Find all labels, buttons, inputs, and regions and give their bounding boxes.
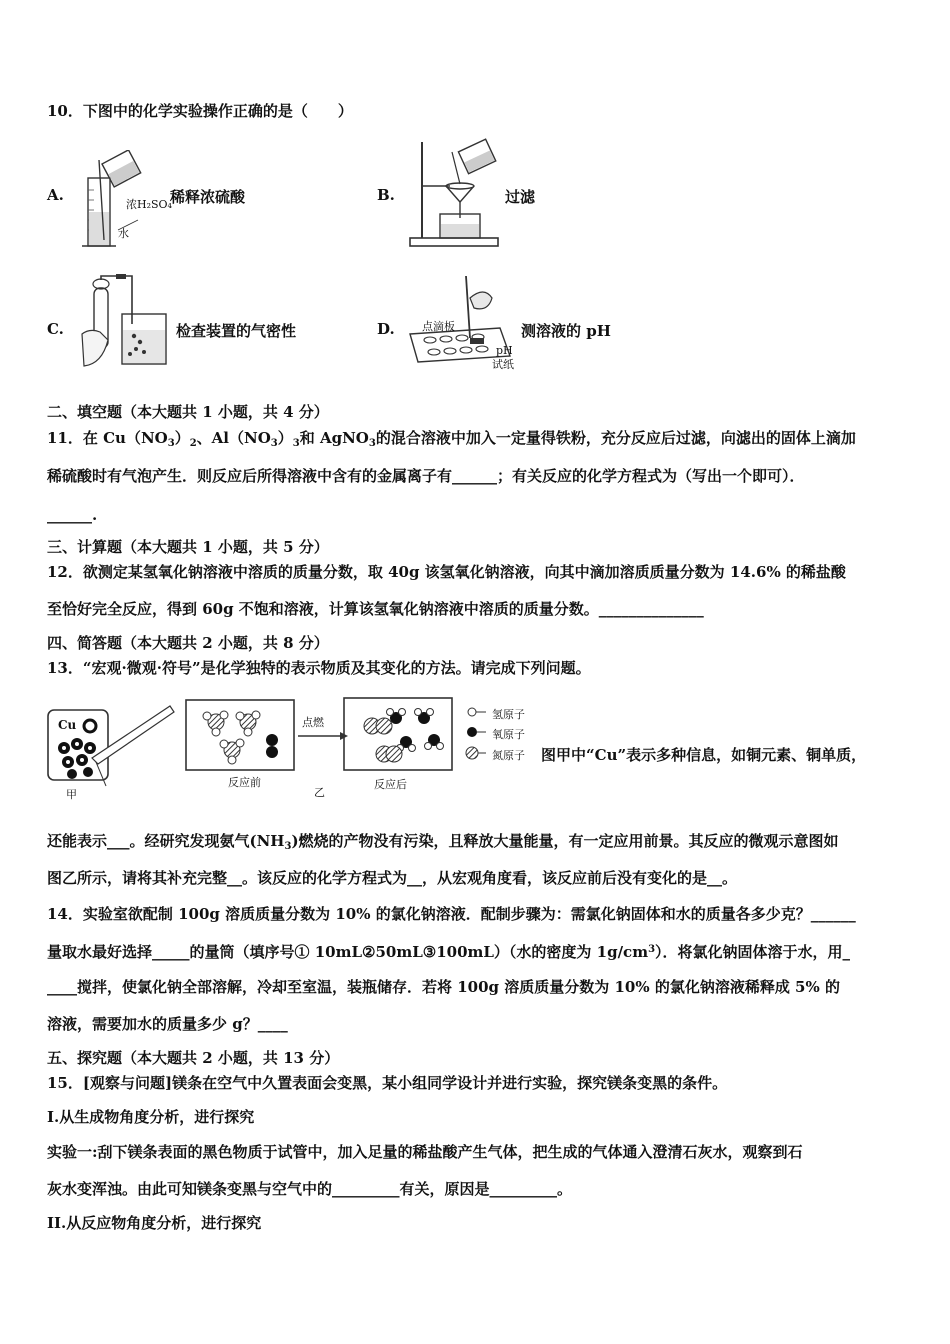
legend-oxygen: 氧原子 (492, 728, 525, 741)
label-spot-plate: 点滴板 (422, 320, 455, 333)
label-conc-h2so4: 浓H₂SO₄ (126, 198, 172, 211)
q10-option-b-text: 过滤 (505, 188, 536, 206)
label-water: 水 (118, 227, 129, 240)
q11-line-2: 稀硫酸时有气泡产生．则反应后所得溶液中含有的金属离子有______；有关反应的化学方程式为（写出一个即可）． (47, 467, 805, 485)
figure-filtration (408, 138, 503, 250)
q10-option-b-letter: B. (377, 186, 395, 204)
q10-option-a-text: 稀释浓硫酸 (170, 188, 246, 206)
q10-option-d-letter: D. (377, 320, 395, 338)
q15-line-4: 灰水变浑浊。由此可知镁条变黑与空气中的_________有关，原因是_________。 (47, 1180, 573, 1198)
label-jia: 甲 (66, 788, 77, 801)
q14-line-3: ____搅拌，使氯化钠全部溶解，冷却至室温，装瓶储存．若将 100g 溶质质量分数为 10% 的氯化钠溶液稀释成 5% 的 (47, 978, 840, 996)
section-2-header: 二、填空题（本大题共 1 小题，共 4 分） (47, 403, 329, 421)
label-ph: pH (496, 344, 513, 357)
q10-option-a-letter: A. (47, 186, 64, 204)
section-4-header: 四、简答题（本大题共 2 小题，共 8 分） (47, 634, 329, 652)
label-cu: Cu (58, 718, 77, 732)
legend-hydrogen: 氢原子 (492, 708, 525, 721)
q10-stem: 10．下图中的化学实验操作正确的是（ ） (47, 102, 353, 120)
q15-line-2: I.从生成物角度分析，进行探究 (47, 1108, 255, 1126)
q14-line-1: 14．实验室欲配制 100g 溶质质量分数为 10% 的氯化钠溶液．配制步骤为：需氯化钠固体和水的质量各多少克？______ (47, 905, 856, 923)
q15-line-3: 实验一:刮下镁条表面的黑色物质于试管中，加入足量的稀盐酸产生气体，把生成的气体通入澄清石灰水，观察到石 (47, 1143, 803, 1161)
label-before: 反应前 (228, 776, 261, 789)
label-after: 反应后 (374, 778, 407, 791)
q12-line-1: 12．欲测定某氢氧化钠溶液中溶质的质量分数，取 40g 该氢氧化钠溶液，向其中滴加溶质质量分数为 14.6% 的稀盐酸 (47, 563, 846, 581)
q14-line-4: 溶液，需要加水的质量多少 g？____ (47, 1015, 288, 1033)
q12-line-2: 至恰好完全反应，得到 60g 不饱和溶液，计算该氢氧化钠溶液中溶质的质量分数。______________ (47, 600, 704, 618)
q13-line-3: 图乙所示，请将其补充完整__。该反应的化学方程式为__，从宏观角度看，该反应前后没有变化的是__。 (47, 869, 738, 887)
figure-microscopic-diagram (44, 696, 544, 804)
q11-line-3: ______. (47, 506, 98, 524)
figure-airtightness-check (72, 274, 172, 372)
q10-option-c-letter: C. (47, 320, 64, 338)
section-5-header: 五、探究题（本大题共 2 小题，共 13 分） (47, 1049, 340, 1067)
label-yi: 乙 (314, 786, 325, 799)
q13-line-1: 13．“宏观·微观·符号”是化学独特的表示物质及其变化的方法。请完成下列问题。 (47, 659, 591, 677)
q10-option-d-text: 测溶液的 pH (521, 322, 611, 340)
q14-line-2: 量取水最好选择_____的量筒（填序号① 10mL②50mL③100mL）（水的密度为 $1g/cm^3$）．将氯化钠固体溶于水，用_ (47, 943, 851, 961)
q15-line-5: II.从反应物角度分析，进行探究 (47, 1214, 262, 1232)
label-ignite: 点燃 (302, 716, 324, 729)
section-3-header: 三、计算题（本大题共 1 小题，共 5 分） (47, 538, 329, 556)
q10-option-c-text: 检查装置的气密性 (176, 322, 297, 340)
legend-nitrogen: 氮原子 (492, 749, 525, 762)
label-test-paper: 试纸 (492, 358, 514, 371)
q11-line-1: 11．在 $Cu(NO_3)_2$、$Al(NO_3)_3$和 AgNO$_3$的混合溶液中加入一定量得铁粉，充分反应后过滤，向滤出的固体上滴加 (47, 429, 856, 449)
q13-line-2: 还能表示___。经研究发现氨气$(NH_3)$燃烧的产物没有污染，且释放大量能量，有一定应用前景。其反应的微观示意图如 (47, 832, 839, 852)
q15-line-1: 15．[观察与问题]镁条在空气中久置表面会变黑，某小组同学设计并进行实验，探究镁条变黑的条件。 (47, 1074, 728, 1092)
q13-side-text: 图甲中“Cu”表示多种信息，如铜元素、铜单质， (541, 746, 867, 764)
